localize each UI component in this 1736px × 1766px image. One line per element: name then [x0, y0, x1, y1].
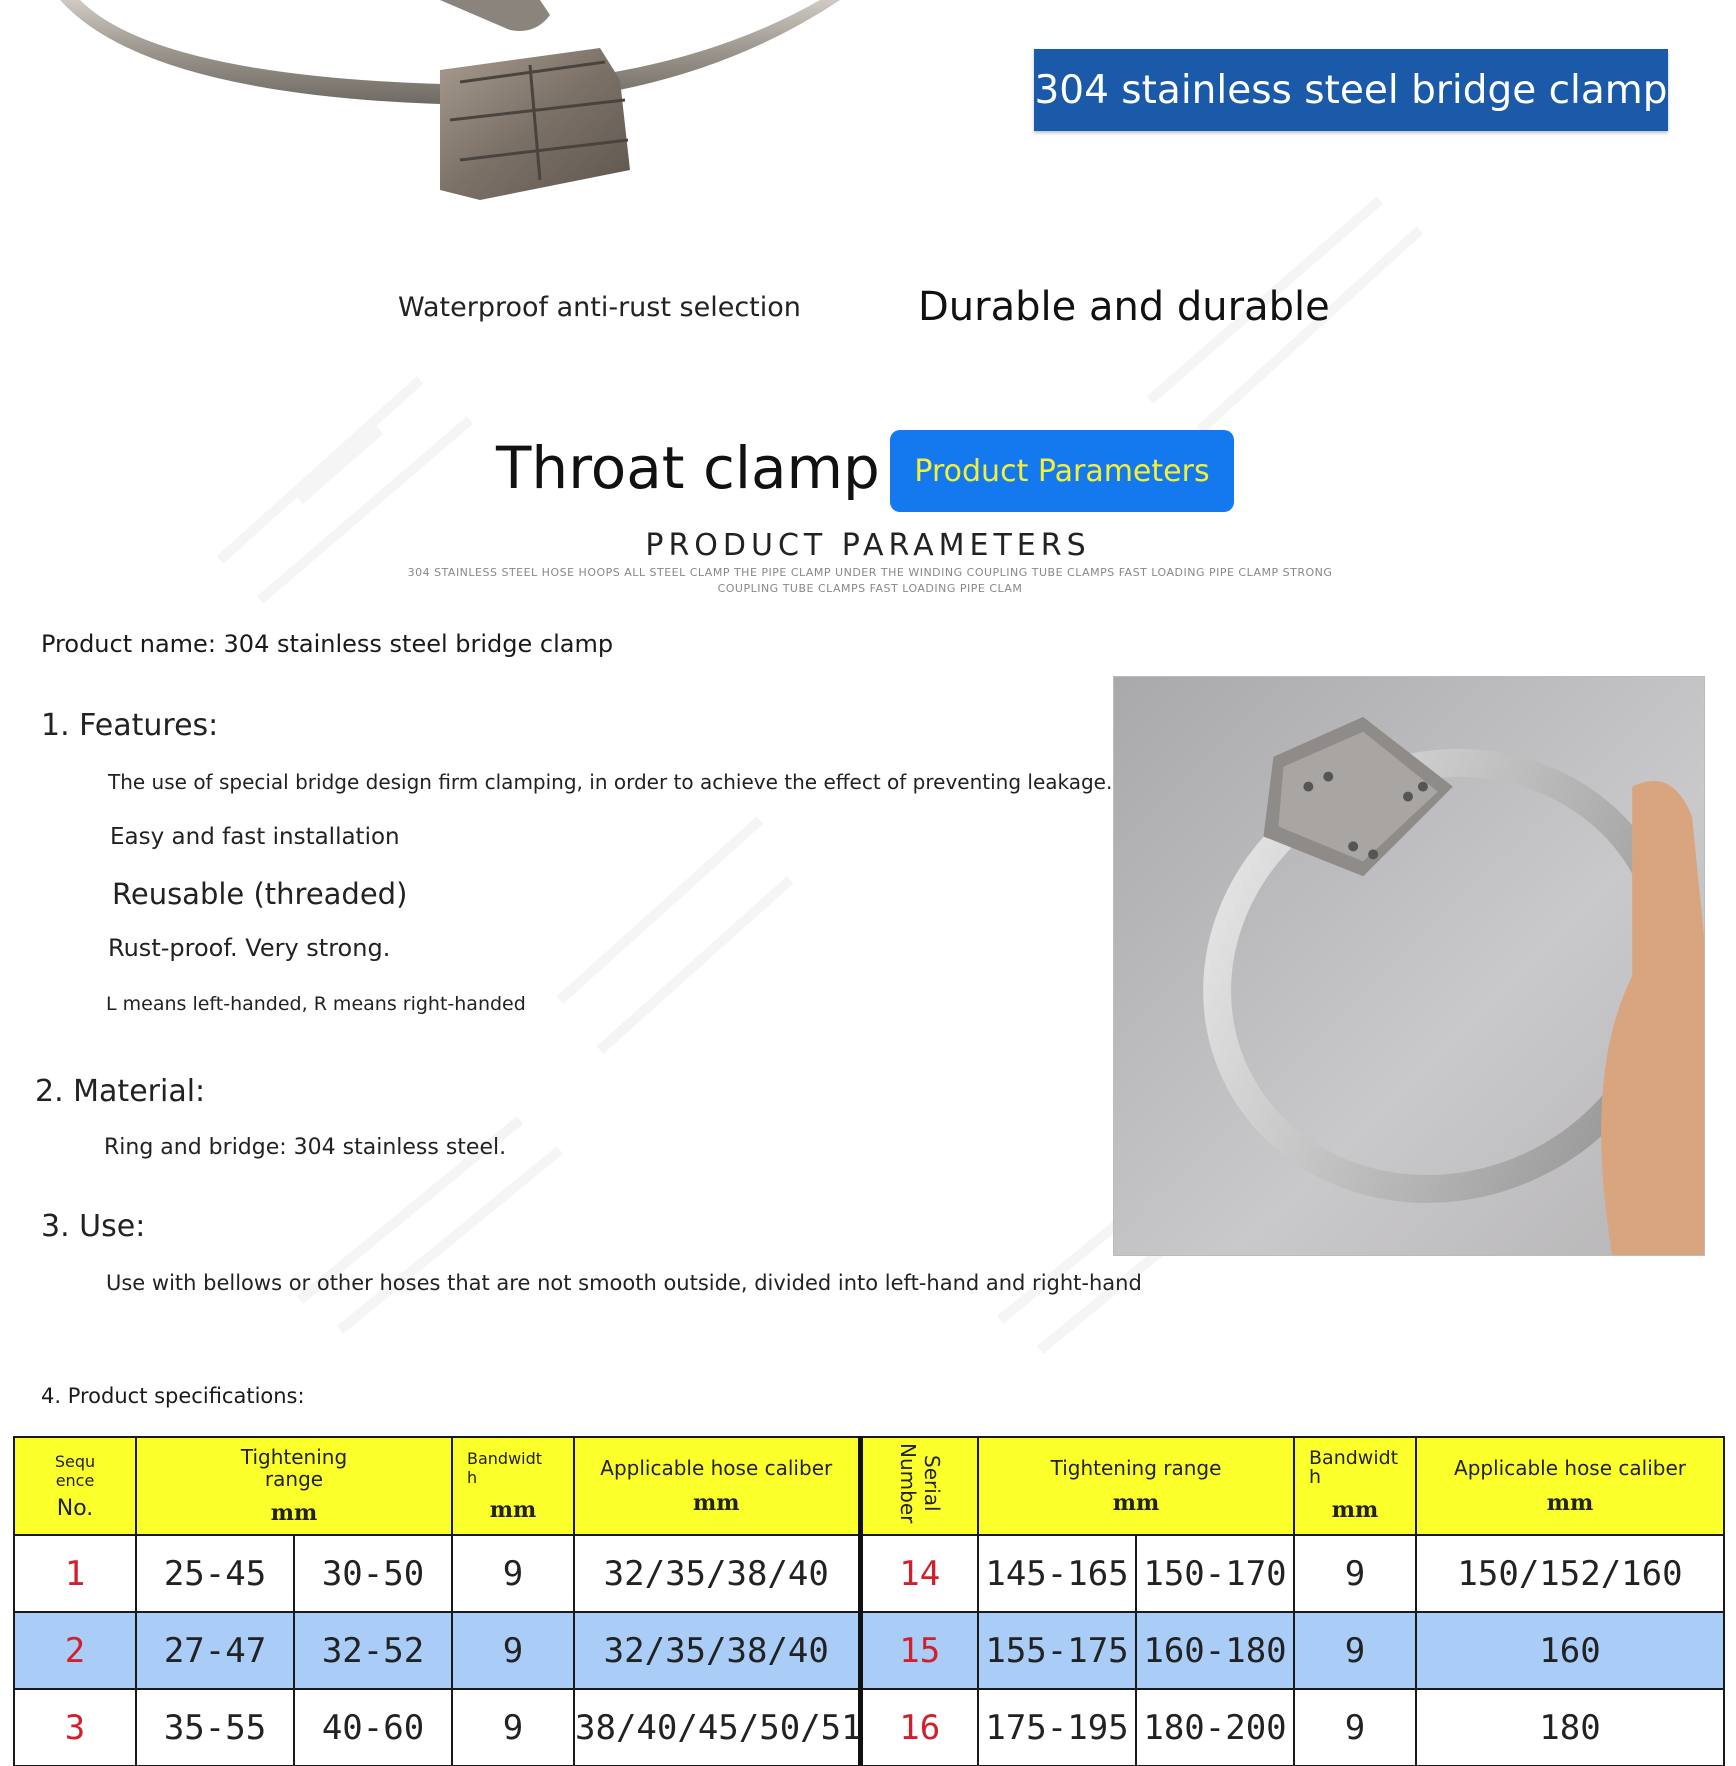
cell-range-b: 160-180 [1136, 1612, 1294, 1689]
feature-item: L means left-handed, R means right-handed [106, 993, 526, 1015]
cell-range-b: 30-50 [294, 1535, 452, 1612]
cell-range-a: 155-175 [978, 1612, 1136, 1689]
header-sequence: Sequ ence No. [14, 1437, 136, 1535]
cell-serial: 16 [860, 1689, 978, 1766]
hero-clamp-photo [40, 0, 920, 220]
header-hose-caliber: Applicable hose caliber mm [574, 1437, 860, 1535]
header-serial-number: Serial Number [860, 1437, 978, 1535]
cell-serial: 2 [14, 1612, 136, 1689]
cell-range-b: 150-170 [1136, 1535, 1294, 1612]
page-title: Throat clamp [496, 434, 880, 502]
table-header-row [14, 1437, 1724, 1535]
header-tightening-range-2: Tightening range mm [978, 1437, 1294, 1535]
subtitle-line-1: 304 STAINLESS STEEL HOSE HOOPS ALL STEEL CLAMP THE PIPE CLAMP UNDER THE WINDING COUPLING TUBE CLAMPS FAST LOADING PIPE CLAMP STRONG [407, 566, 1333, 579]
features-heading: 1. Features: [41, 708, 219, 743]
spec-table [13, 1436, 1723, 1766]
table-row [14, 1535, 1724, 1612]
material-text: Ring and bridge: 304 stainless steel. [104, 1135, 507, 1160]
product-parameters-badge: Product Parameters [890, 430, 1234, 512]
cell-serial: 15 [860, 1612, 978, 1689]
cell-caliber: 32/35/38/40 [574, 1535, 860, 1612]
feature-item: Reusable (threaded) [112, 877, 408, 911]
cell-bandwidth: 9 [452, 1535, 574, 1612]
section-subtitle [380, 565, 1360, 597]
header-hose-caliber-2: Applicable hose caliber mm [1416, 1437, 1724, 1535]
tag-waterproof: Waterproof anti-rust selection [398, 292, 801, 323]
tag-durable: Durable and durable [918, 284, 1330, 330]
feature-item: The use of special bridge design firm clamping, in order to achieve the effect of preventing leakage. [108, 770, 1113, 794]
subtitle-line-2: COUPLING TUBE CLAMPS FAST LOADING PIPE CLAM [717, 582, 1023, 595]
use-heading: 3. Use: [41, 1209, 146, 1244]
cell-caliber: 160 [1416, 1612, 1724, 1689]
cell-bandwidth: 9 [1294, 1612, 1416, 1689]
cell-range-a: 35-55 [136, 1689, 294, 1766]
section-caps-title: PRODUCT PARAMETERS [645, 528, 1091, 563]
cell-range-b: 40-60 [294, 1689, 452, 1766]
use-text: Use with bellows or other hoses that are not smooth outside, divided into left-hand and right-hand [106, 1271, 1142, 1295]
header-tightening-range: Tightening range mm [136, 1437, 452, 1535]
cell-bandwidth: 9 [1294, 1535, 1416, 1612]
cell-range-b: 180-200 [1136, 1689, 1294, 1766]
cell-caliber: 150/152/160 [1416, 1535, 1724, 1612]
cell-bandwidth: 9 [452, 1689, 574, 1766]
cell-serial: 1 [14, 1535, 136, 1612]
cell-caliber: 32/35/38/40 [574, 1612, 860, 1689]
cell-serial: 3 [14, 1689, 136, 1766]
cell-range-b: 32-52 [294, 1612, 452, 1689]
cell-serial: 14 [860, 1535, 978, 1612]
header-bandwidth: Bandwidt h mm [452, 1437, 574, 1535]
cell-range-a: 175-195 [978, 1689, 1136, 1766]
product-name: Product name: 304 stainless steel bridge clamp [41, 630, 614, 658]
feature-item: Easy and fast installation [110, 824, 400, 850]
cell-caliber: 38/40/45/50/51 [574, 1689, 860, 1766]
feature-item: Rust-proof. Very strong. [108, 934, 391, 962]
cell-range-a: 27-47 [136, 1612, 294, 1689]
table-row [14, 1612, 1724, 1689]
specs-heading: 4. Product specifications: [41, 1384, 305, 1408]
cell-range-a: 25-45 [136, 1535, 294, 1612]
cell-bandwidth: 9 [1294, 1689, 1416, 1766]
material-heading: 2. Material: [35, 1074, 206, 1109]
clamp-photo [1113, 676, 1705, 1256]
table-row [14, 1689, 1724, 1766]
header-bandwidth-2: Bandwidt h mm [1294, 1437, 1416, 1535]
cell-caliber: 180 [1416, 1689, 1724, 1766]
cell-range-a: 145-165 [978, 1535, 1136, 1612]
cell-bandwidth: 9 [452, 1612, 574, 1689]
hero-banner: 304 stainless steel bridge clamp [1034, 49, 1668, 131]
